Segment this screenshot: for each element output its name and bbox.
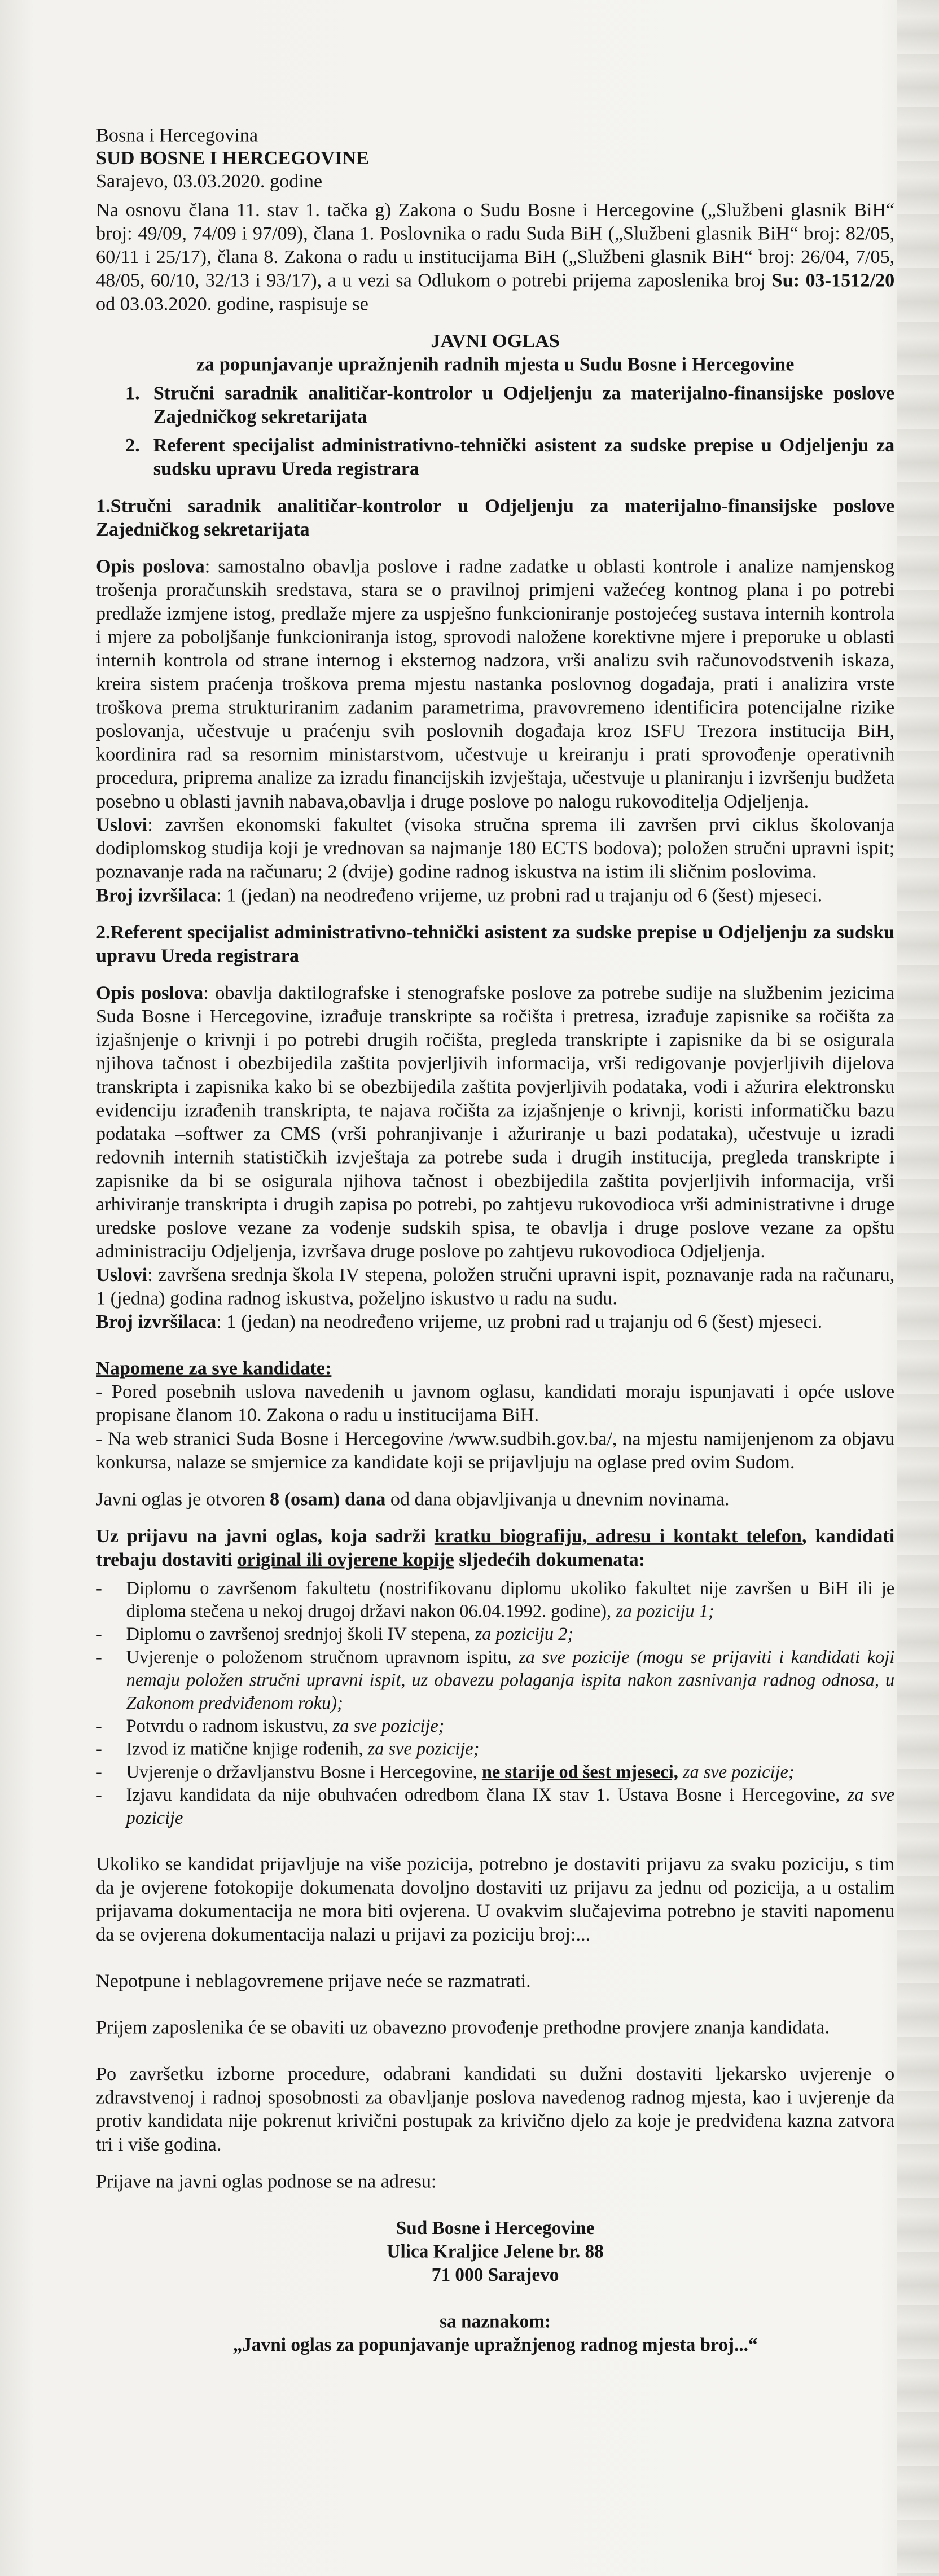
address-line-2: Ulica Kraljice Jelene br. 88 <box>387 2240 604 2262</box>
address-subject: „Javni oglas za popunjavanje upražnjenog radnog mjesta broj...“ <box>232 2334 758 2355</box>
document-text: Diplomu o završenom fakultetu (nostrifikovanu diplomu ukoliko fakultet nije završen u BiH ili je diploma stečena u nekoj drugoj državi nakon 06.04.1992. godine), <box>126 1578 895 1621</box>
intro-text-a: Na osnovu člana 11. stav 1. tačka g) Zakona o Sudu Bosne i Hercegovine („Službeni glasnik BiH“ broj: 49/09, 74/09 i 97/09), člana 1. Poslovnika o radu Suda BiH („Službeni glasnik BiH“ broj: 82/05, 60/11 i 25/17), člana 8. Zakona o radu u institucijama BiH („Službeni glasnik BiH“ broj: 26/04, 7/05, 48/05, 60/10, 32/13 i 93/17), a u vezi sa Odlukom o potrebi prijema zaposlenika broj <box>96 199 895 291</box>
document-item <box>96 1623 894 1646</box>
positions-list <box>96 381 894 481</box>
position-2-count <box>96 1310 894 1334</box>
conditions-label: Uslovi <box>96 1264 148 1286</box>
open-period-c: od dana objavljivanja u dnevnim novinama. <box>385 1488 730 1510</box>
open-period <box>96 1487 894 1511</box>
announcement-subtitle: za popunjavanje upražnjenih radnih mjesta u Sudu Bosne i Hercegovine <box>196 354 795 375</box>
document-text: Uvjerenje o državljanstvu Bosne i Hercegovine, <box>126 1761 482 1782</box>
positions-list-number: 2. <box>125 435 140 457</box>
count-label: Broj izvršilaca <box>96 1311 217 1333</box>
position-2-conditions <box>96 1263 894 1310</box>
count-label: Broj izvršilaca <box>96 884 217 906</box>
document-text: Izvod iz matične knjige rođenih, <box>126 1739 368 1759</box>
documents-intro-original: original ili ovjerene kopije <box>237 1549 454 1571</box>
notes-item-2: - Na web stranici Suda Bosne i Hercegovine /www.sudbih.gov.ba/, na mjestu namijenjenom za objavu konkursa, nalaze se smjernice za kandidate koji se prijavljuju na oglase pred ovim Sudom. <box>96 1428 895 1473</box>
positions-list-item-2 <box>96 434 894 481</box>
document-item <box>96 1784 894 1829</box>
document-text: Potvrdu o radnom iskustvu, <box>126 1715 333 1736</box>
submission-address-intro: Prijave na javni oglas podnose se na adresu: <box>96 2170 437 2192</box>
duties-text: : obavlja daktilografske i stenografske poslove za potrebe sudije na službenim jezicima Suda Bosne i Hercegovine, izrađuje transkripte sa ročišta i pretresa, izrađuje zapisnike sa ročišta za izjašnjenje o krivnji i po potrebi drugih ročišta, pregleda transkripte i zapisnike da bi se osigurala njihova tačnost i obezbijedila zaštita povjerljivih informacija, vrši redigovanje povjerljivih dijelova transkripta i zapisnika kako bi se obezbijedila zaštita povjerljivih podataka, vodi i ažurira elektronsku evidenciju izrađenih transkripta, te najava ročišta za izjašnjenje o krivnji, koristi informatičku bazu podataka –softwer za CMS (vrši pohranjivanje i ažuriranje u bazi podataka), učestvuje u izradi redovnih internih statističkih izvještaja za potrebe suda i drugih institucija, pregleda transkripte i zapisnike da bi se osigurala njihova tačnost i obezbijedila zaštita povjerljivih informacija, vrši arhiviranje transkripta i drugih zapisa po potrebi, po zahtjevu rukovodioca vrši administrativne i druge uredske poslove vezane za vođenje sudskih spisa, te obavlja i druge poslove vezane za opštu administraciju Odjeljenja, izvršava druge poslove po zahtjevu rukovodioca Odjeljenja. <box>96 982 895 1262</box>
position-1-count <box>96 884 894 907</box>
address-line-1: Sud Bosne i Hercegovine <box>396 2217 595 2239</box>
position-1-conditions <box>96 813 894 884</box>
incomplete-applications-paragraph: Nepotpune i neblagovremene prijave neće se razmatrati. <box>96 1970 531 1992</box>
document-text: Izjavu kandidata da nije obuhvaćen odredbom člana IX stav 1. Ustava Bosne i Hercegovine, <box>126 1784 848 1805</box>
dash-bullet: - <box>96 1578 102 1599</box>
document-scope: za sve pozicije <box>126 1784 895 1828</box>
dash-bullet: - <box>96 1715 102 1736</box>
positions-list-text: Referent specijalist administrativno-tehnički asistent za sudske prepise u Odjeljenju za sudsku upravu Ureda registrara <box>153 435 895 480</box>
adjacent-page-bleed <box>897 0 939 2576</box>
dash-bullet: - <box>96 1739 102 1759</box>
intro-text-b: od 03.03.2020. godine, raspisuje se <box>96 293 368 315</box>
intro-decision-number: Su: 03-1512/20 <box>771 270 895 291</box>
job-advertisement <box>96 124 894 2363</box>
header-block <box>96 124 894 193</box>
header-country: Bosna i Hercegovina <box>96 124 258 146</box>
header-institution: SUD BOSNE I HERCEGOVINE <box>96 147 370 169</box>
conditions-label: Uslovi <box>96 814 148 836</box>
address-label: sa naznakom: <box>440 2310 551 2332</box>
document-text: Diplomu o završenoj srednjoj školi IV stepena, <box>126 1623 475 1644</box>
count-text: : 1 (jedan) na neodređeno vrijeme, uz probni rad u trajanju od 6 (šest) mjeseci. <box>216 1311 823 1333</box>
documents-intro <box>96 1525 894 1572</box>
announcement-title: JAVNI OGLAS <box>431 330 560 352</box>
documents-list <box>96 1577 894 1829</box>
document-item <box>96 1737 894 1761</box>
duties-label: Opis poslova <box>96 982 204 1004</box>
open-period-a: Javni oglas je otvoren <box>96 1488 270 1510</box>
duties-label: Opis poslova <box>96 555 205 577</box>
document-scope: za sve pozicije; <box>678 1761 795 1782</box>
document-item <box>96 1714 894 1737</box>
document-scope: za poziciju 1; <box>616 1600 714 1621</box>
document-item <box>96 1645 894 1714</box>
intro-paragraph <box>96 198 894 315</box>
position-2-section <box>96 921 894 1334</box>
document-item <box>96 1761 894 1784</box>
documents-intro-a: Uz prijavu na javni oglas, koja sadrži <box>96 1525 435 1547</box>
positions-list-text: Stručni saradnik analitičar-kontrolor u Odjeljenju za materijalno-finansijske poslove Zajedničkog sekretarijata <box>153 382 895 428</box>
document-text: Uvjerenje o položenom stručnom upravnom ispitu, <box>126 1647 519 1667</box>
notes-item-1: - Pored posebnih uslova navedenih u javnom oglasu, kandidati moraju ispunjavati i opće uslove propisane članom 10. Zakona o radu u institucijama BiH. <box>96 1381 895 1426</box>
positions-list-item-1 <box>96 381 894 428</box>
document-validity: ne starije od šest mjeseci, <box>481 1761 678 1782</box>
position-1-duties <box>96 555 894 813</box>
documents-intro-c: , kandidati trebaju dostaviti <box>96 1525 895 1571</box>
notes-heading: Napomene za sve kandidate: <box>96 1357 332 1379</box>
conditions-text: : završena srednja škola IV stepena, položen stručni upravni ispit, poznavanje rada na računaru, 1 (jedna) godina radnog iskustva, poželjno iskustvo u radu na sudu. <box>96 1264 895 1309</box>
position-2-title: 2.Referent specijalist administrativno-tehnički asistent za sudske prepise u Odjeljenju za sudsku upravu Ureda registrara <box>96 921 895 967</box>
document-item <box>96 1577 894 1622</box>
header-place-date: Sarajevo, 03.03.2020. godine <box>96 170 323 192</box>
address-line-3: 71 000 Sarajevo <box>431 2264 559 2285</box>
notes-section <box>96 1357 894 1474</box>
conditions-text: : završen ekonomski fakultet (visoka stručna sprema ili završen prvi ciklus školovanja dodiplomskog studija koji je vrednovan sa najmanje 180 ECTS bodova); položen stručni upravni ispit; poznavanje rada na računaru; 2 (dvije) godine radnog iskustva na istim ili sličnim poslovima. <box>96 814 895 883</box>
position-2-duties <box>96 981 894 1263</box>
dash-bullet: - <box>96 1623 102 1644</box>
position-1-title: 1.Stručni saradnik analitičar-kontrolor u Odjeljenju za materijalno-finansijske poslove Zajedničkog sekretarijata <box>96 495 895 541</box>
position-1-section <box>96 494 894 907</box>
dash-bullet: - <box>96 1761 102 1782</box>
document-scope: za sve pozicije (mogu se prijaviti i kandidati koji nemaju položen stručni upravni ispit, uz obavezu polaganja ispita nakon zasnivanja radnog odnosa, u Zakonom predviđenom roku); <box>126 1647 895 1713</box>
positions-list-number: 1. <box>125 382 140 404</box>
address-block <box>96 2216 894 2356</box>
document-scope: za poziciju 2; <box>475 1623 574 1644</box>
dash-bullet: - <box>96 1647 102 1667</box>
open-period-days: 8 (osam) dana <box>269 1488 386 1510</box>
document-scope: za sve pozicije; <box>332 1715 445 1736</box>
count-text: : 1 (jedan) na neodređeno vrijeme, uz probni rad u trajanju od 6 (šest) mjeseci. <box>216 884 823 906</box>
medical-certificate-paragraph: Po završetku izborne procedure, odabrani kandidati su dužni dostaviti ljekarsko uvjerenje o zdravstvenoj i radnoj sposobnosti za obavljanje poslova navedenog radnog mjesta, kao i uvjerenje da protiv kandidata nije pokrenut krivični postupak za krivično djelo za koje je predviđena kazna zatvora tri i više godina. <box>96 2063 895 2156</box>
documents-intro-e: sljedećih dokumenata: <box>454 1549 646 1571</box>
duties-text: : samostalno obavlja poslove i radne zadatke u oblasti kontrole i analize namjenskog trošenja proračunskih sredstava, stara se o pravilnoj primjeni važećeg kontnog plana i po potrebi predlaže izmjene istog, predlaže mjere za uspješno funkcioniranje postojećeg sustava internih kontrola i mjere za poboljšanje funkcioniranja istog, sprovodi naložene korektivne mjere i preporuke u oblasti internih kontrola od strane internog i eksternog nadzora, vrši analizu svih računovodstvenih iskaza, kreira sistem praćenja troškova prema mjestu nastanka poslovnog događaja, prati i analizira vrste troškova prema strukturiranim zadanim parametrima, pravovremeno identificira potencijalne rizike poslovanja, učestvuje u praćenju svih poslovnih događaja kroz ISFU Trezora institucija BiH, koordinira rad sa resornim ministarstvom, učestvuje u kreiranju i prati sprovođenje operativnih procedura, priprema analize za izradu financijskih izvještaja, učestvuje u planiranju i izvršenju budžeta posebno u oblasti javnih nabava,obavlja i druge poslove po nalogu rukovoditelja Odjeljenja. <box>96 555 895 813</box>
knowledge-check-paragraph: Prijem zaposlenika će se obaviti uz obavezno provođenje prethodne provjere znanja kandidata. <box>96 2017 830 2038</box>
dash-bullet: - <box>96 1784 102 1805</box>
document-scope: za sve pozicije; <box>367 1739 480 1759</box>
multiple-positions-paragraph: Ukoliko se kandidat prijavljuje na više pozicija, potrebno je dostaviti prijavu za svaku poziciju, s tim da je ovjerene fotokopije dokumenata dovoljno dostaviti uz prijavu za jednu od pozicija, a u ostalim prijavama dokumentacija ne mora biti ovjerena. U ovakvim slučajevima potrebno je staviti napomenu da se ovjerena dokumentacija nalazi u prijavi za poziciju broj:... <box>96 1853 895 1946</box>
documents-intro-biography: kratku biografiju, adresu i kontakt telefon <box>434 1525 802 1547</box>
